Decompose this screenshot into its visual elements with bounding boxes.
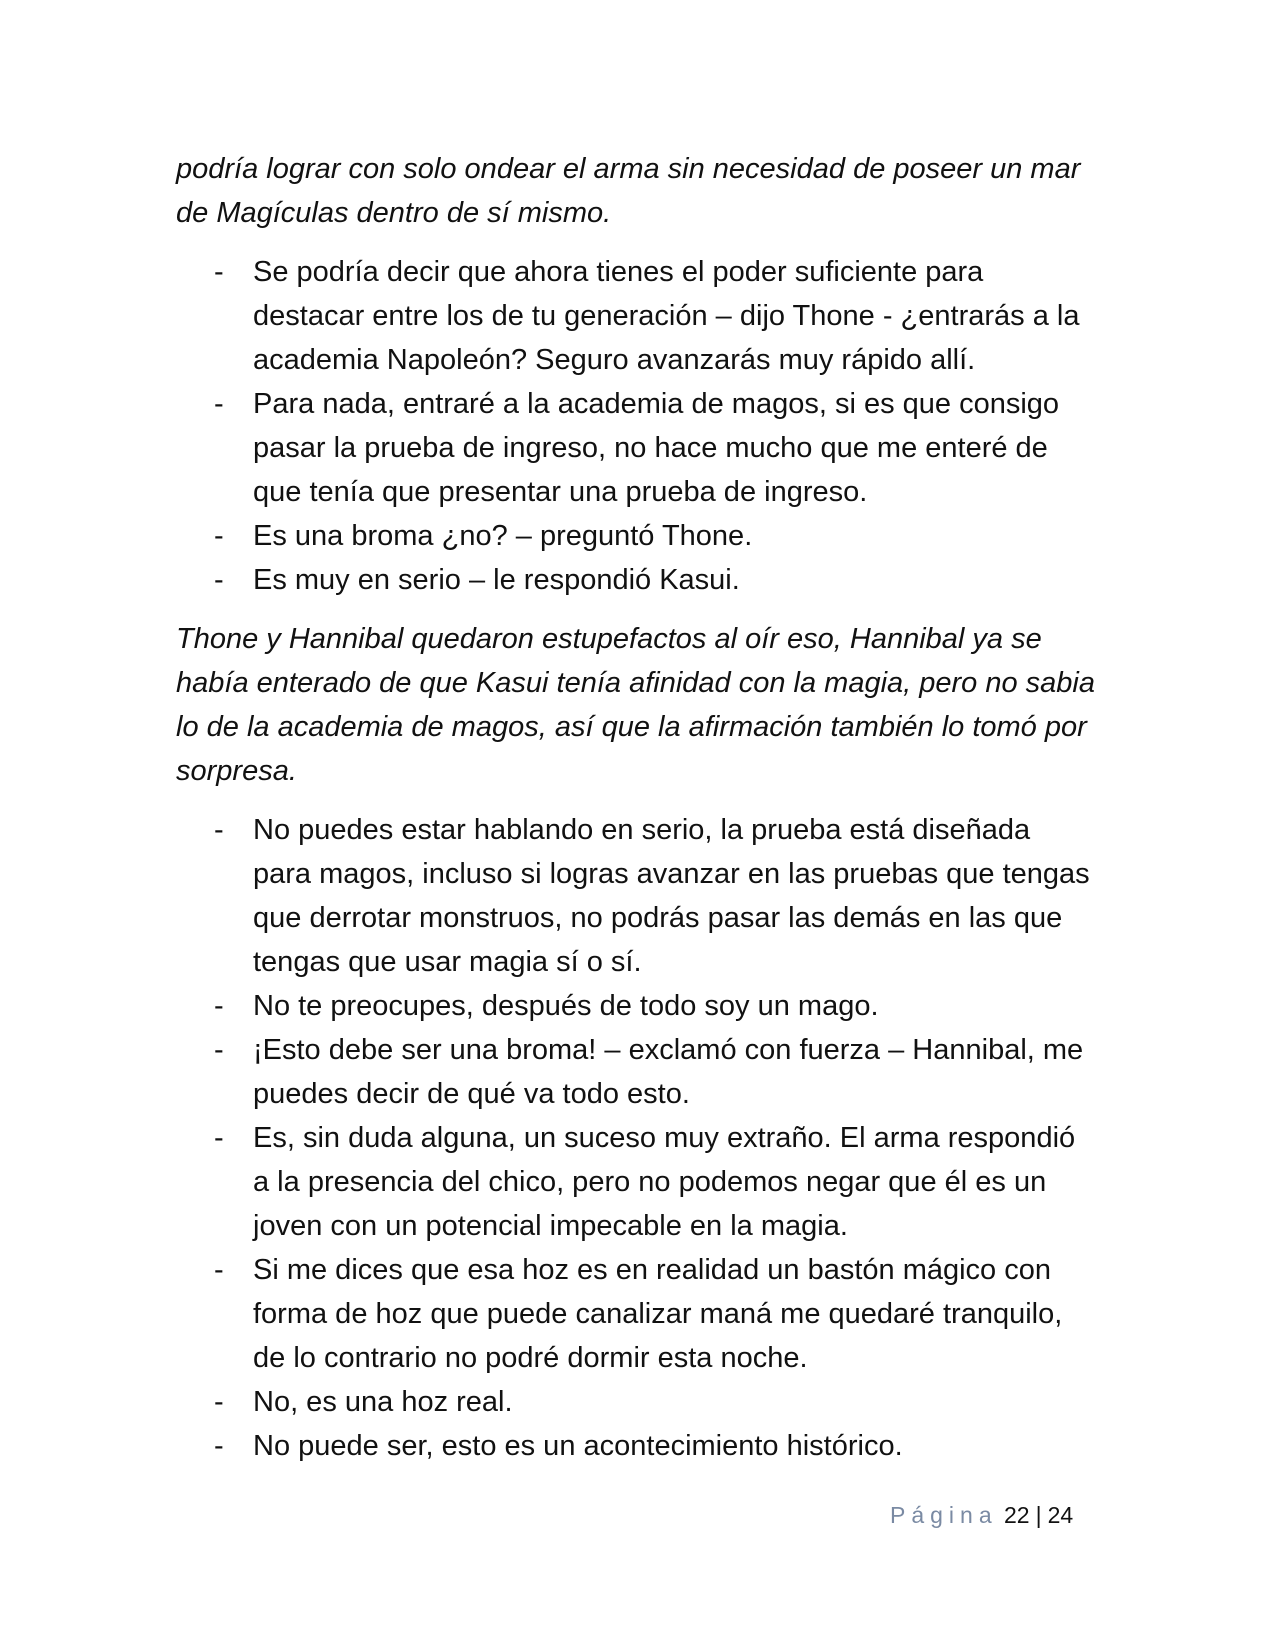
dialogue-dash: -	[214, 520, 224, 552]
dialogue-list-2	[176, 808, 1096, 1468]
dialogue-text: Se podría decir que ahora tienes el poder suficiente para destacar entre los de tu generación – dijo Thone - ¿entrarás a la academia Napoleón? Seguro avanzarás muy rápido allí.	[253, 256, 1080, 376]
dialogue-line	[176, 984, 1096, 1028]
page-label: Página	[890, 1502, 998, 1528]
dialogue-line	[176, 1116, 1096, 1248]
dialogue-line	[176, 1424, 1096, 1468]
dialogue-line	[176, 808, 1096, 984]
dialogue-dash: -	[214, 990, 224, 1022]
dialogue-text: No te preocupes, después de todo soy un mago.	[253, 990, 879, 1022]
dialogue-line	[176, 382, 1096, 514]
dialogue-line	[176, 1248, 1096, 1380]
dialogue-dash: -	[214, 1430, 224, 1462]
dialogue-dash: -	[214, 388, 224, 420]
dialogue-text: ¡Esto debe ser una broma! – exclamó con fuerza – Hannibal, me puedes decir de qué va todo esto.	[253, 1034, 1084, 1110]
dialogue-line	[176, 558, 1096, 602]
dialogue-dash: -	[214, 1386, 224, 1418]
total-page-number: 24	[1047, 1502, 1074, 1528]
dialogue-line	[176, 250, 1096, 382]
dialogue-dash: -	[214, 1254, 224, 1286]
dialogue-dash: -	[214, 1122, 224, 1154]
dialogue-text: Para nada, entraré a la academia de magos, si es que consigo pasar la prueba de ingreso, no hace mucho que me enteré de que tenía que presentar una prueba de ingreso.	[253, 388, 1060, 508]
dialogue-dash: -	[214, 564, 224, 596]
dialogue-dash: -	[214, 814, 224, 846]
dialogue-text: Si me dices que esa hoz es en realidad un bastón mágico con forma de hoz que puede canalizar maná me quedaré tranquilo, de lo contrario no podré dormir esta noche.	[253, 1254, 1063, 1374]
dialogue-list-1	[176, 250, 1096, 602]
current-page-number: 22	[1004, 1502, 1030, 1528]
dialogue-dash: -	[214, 1034, 224, 1066]
dialogue-text: No, es una hoz real.	[253, 1386, 513, 1418]
dialogue-line	[176, 1028, 1096, 1116]
dialogue-text: No puede ser, esto es un acontecimiento histórico.	[253, 1430, 903, 1462]
page-number-footer	[890, 1500, 1073, 1530]
page-separator: |	[1035, 1502, 1042, 1528]
narration-paragraph: Thone y Hannibal quedaron estupefactos al oír eso, Hannibal ya se había enterado de que Kasui tenía afinidad con la magia, pero no sabia lo de la academia de magos, así que la afirmación también lo tomó por sorpresa.	[176, 623, 1096, 787]
page-content	[176, 147, 1096, 1468]
dialogue-text: No puedes estar hablando en serio, la prueba está diseñada para magos, incluso si logras avanzar en las pruebas que tengas que derrotar monstruos, no podrás pasar las demás en las que tengas que usar magia sí o sí.	[253, 814, 1090, 978]
dialogue-text: Es muy en serio – le respondió Kasui.	[253, 564, 740, 596]
dialogue-text: Es una broma ¿no? – preguntó Thone.	[253, 520, 753, 552]
dialogue-dash: -	[214, 256, 224, 288]
dialogue-line	[176, 514, 1096, 558]
narration-paragraph: podría lograr con solo ondear el arma sin necesidad de poseer un mar de Magículas dentro de sí mismo.	[176, 153, 1081, 229]
dialogue-text: Es, sin duda alguna, un suceso muy extraño. El arma respondió a la presencia del chico, pero no podemos negar que él es un joven con un potencial impecable en la magia.	[253, 1122, 1076, 1242]
dialogue-line	[176, 1380, 1096, 1424]
